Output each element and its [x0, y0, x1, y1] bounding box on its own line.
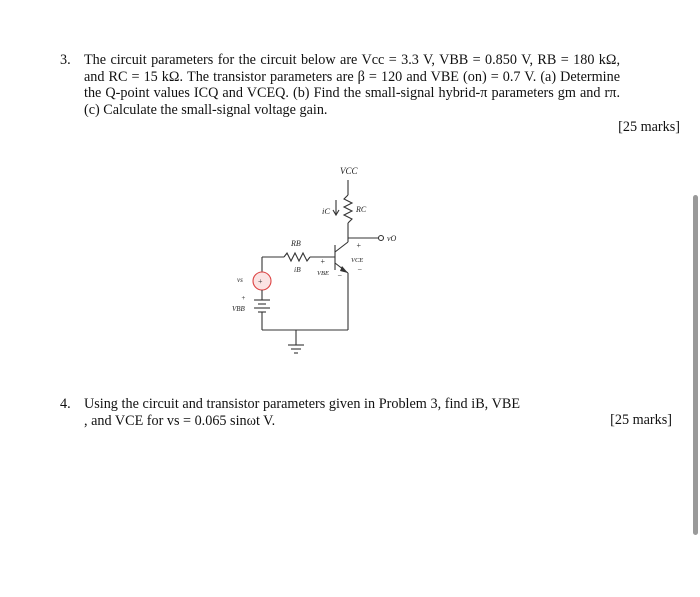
- ib-label: iB: [294, 265, 301, 274]
- vce-plus: +: [356, 241, 362, 250]
- vo-label: vO: [387, 234, 397, 243]
- bjt-circuit-diagram: [210, 160, 410, 360]
- problem-4-marks: [25 marks]: [610, 412, 672, 428]
- problem-4-number: 4.: [60, 396, 71, 412]
- rb-label: RB: [291, 239, 301, 248]
- vbe-plus: +: [320, 257, 326, 266]
- problem-3-text: The circuit parameters for the circuit below are Vcc = 3.3 V, VBB = 0.850 V, RB = 180 kΩ, and RC = 15 kΩ. The transistor parameters are β = 120 and VBE (on) = 0.7 V. (a) Determine the Q-point values ICQ and VCEQ. (b) Find the small-signal hybrid-π parameters gm and rπ. (c) Calculate the small-signal voltage gain.: [84, 52, 620, 118]
- vbe-label: VBE: [317, 270, 329, 277]
- vce-label: VCE: [351, 257, 364, 264]
- vs-label: vs: [237, 276, 243, 284]
- problem-4: [60, 396, 620, 429]
- source-plus: +: [258, 277, 263, 286]
- scrollbar[interactable]: [688, 0, 700, 597]
- ic-label: iC: [322, 206, 331, 216]
- vbb-label: VBB: [232, 305, 245, 313]
- problem-3: [60, 52, 620, 118]
- problem-3-marks: [25 marks]: [618, 119, 680, 135]
- vbe-minus: −: [337, 271, 343, 280]
- problem-4-text: Using the circuit and transistor parameters given in Problem 3, find iB, VBE , and VCE for vs = 0.065 sinωt V.: [84, 396, 520, 429]
- rc-label: RC: [356, 205, 367, 214]
- problem-3-number: 3.: [60, 52, 71, 68]
- vbb-plus: +: [241, 294, 246, 302]
- vcc-label: VCC: [340, 166, 358, 176]
- vce-minus: −: [357, 265, 363, 274]
- scrollbar-thumb[interactable]: [693, 195, 698, 535]
